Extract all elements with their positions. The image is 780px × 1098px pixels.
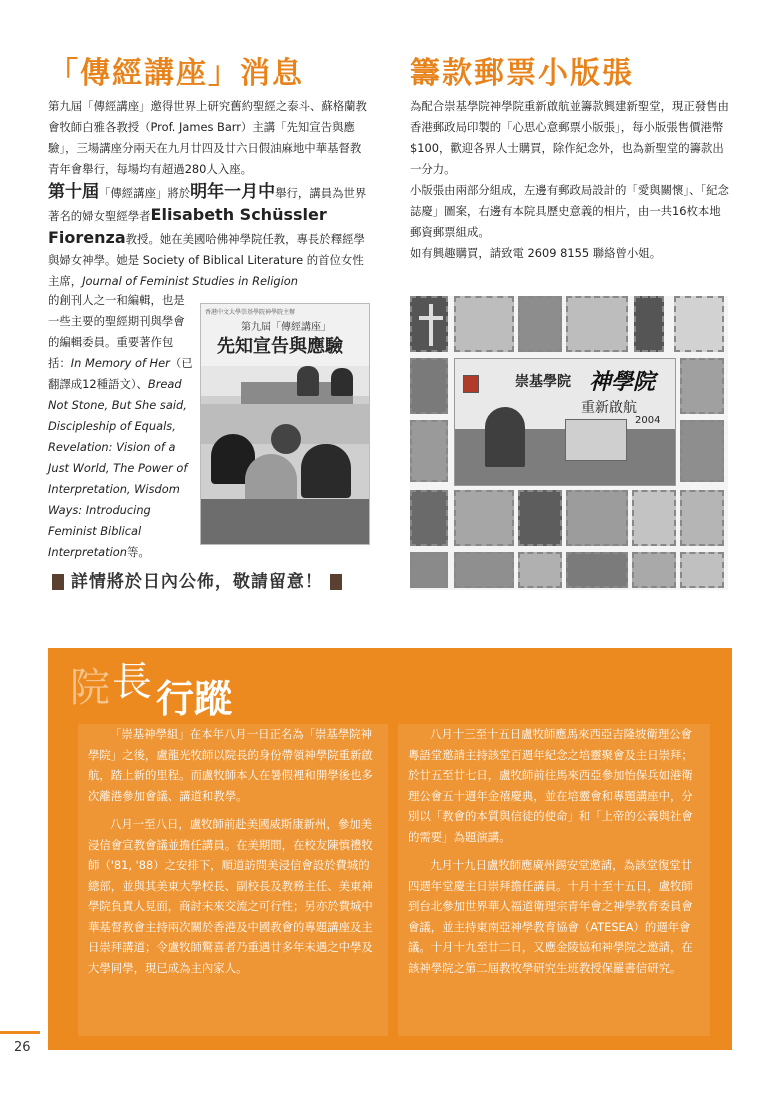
sheet-title-seminary: 神學院	[589, 369, 656, 395]
lecture-news-title: 「傳經講座」消息	[48, 56, 304, 91]
sheet-tree	[485, 407, 525, 467]
stamp	[410, 552, 448, 588]
stamp	[518, 490, 562, 546]
stamp	[410, 296, 448, 352]
notice-square-left	[52, 574, 64, 590]
photo-banner-small-text: 香港中文大學崇基學院神學院主辦	[205, 309, 296, 316]
stamp	[566, 296, 628, 352]
sheet-year: 2004	[635, 415, 661, 426]
president-left-paragraph-1: 「崇基神學組」在本年八月一日正名為「崇基學院神學院」之後，盧龍光牧師以院長的身份帶領神學院重新啟航，踏上新的里程。而盧牧師本人在暑假裡和開學後也多次離港參加會議、講道和教學。	[88, 727, 373, 803]
photo-banner	[201, 304, 369, 366]
lecture-intro-paragraph: 第九屆「傳經講座」邀得世界上研究舊約聖經之泰斗、蘇格蘭教會牧師白雅各教授（Prof. James Barr）主講「先知宣告與應驗」，三場講座分兩天在九月廿四及廿六日假油麻地中華基督教青年會舉行，每場均有超過280人入座。	[48, 99, 367, 176]
stamp	[674, 296, 724, 352]
president-news-right-panel	[398, 724, 710, 1036]
photo-audience-head	[301, 444, 351, 498]
tenth-text-3: 舉行，講員為世界著名的婦女聖經學者	[48, 186, 367, 223]
next-january-text: 明年一月中	[190, 182, 276, 202]
stamp	[410, 490, 448, 546]
stamp	[566, 490, 628, 546]
page-number-rule	[0, 1031, 40, 1034]
stamp	[632, 490, 676, 546]
stamp	[566, 552, 628, 588]
sheet-building	[565, 419, 627, 461]
president-right-paragraph-1: 八月十三至十五日盧牧師應馬來西亞吉隆坡衛理公會粵語堂邀請主持該堂百週年紀念之培靈聚會及主日崇拜；於廿五至廿七日，盧牧師前往馬來西亞參加怡保兵如港衛理公會五十週年金禧慶典，並在培靈會和專題講座中，分別以「教會的本質與信徒的使命」和「上帝的公義與社會的需要」為題演講。	[408, 727, 693, 844]
notice-square-right	[330, 574, 342, 590]
tenth-text-4: 教授。她在美國哈佛神學院任教，專長於釋經學與婦女神學。她是 Society of Biblical Literature 的首位女性主席，	[48, 232, 365, 288]
photo-foreground-audience	[201, 499, 369, 544]
lecture-tenth-text-top	[48, 182, 370, 292]
works-note: （已翻譯成12種語文）、	[48, 356, 193, 391]
stamp	[680, 420, 724, 482]
president-title-main: 行蹤	[156, 677, 233, 721]
works-title-1: In Memory of Her	[70, 356, 170, 370]
stamp	[454, 490, 514, 546]
stamp-sheet-title: 籌款郵票小版張	[410, 56, 634, 91]
lecture-tenth-text-bottom	[48, 290, 196, 563]
stamp	[680, 552, 724, 588]
stamp	[454, 552, 514, 588]
lecture-photo	[200, 303, 370, 545]
stamp-description	[410, 96, 732, 264]
works-title-2: Bread Not Stone, But She said, Discipleship of Equals, Revelation: Vision of a Just World, The Power of Interpretation, Wisdom Ways: Introducing Feminist Biblical Interpretation	[48, 377, 188, 559]
stamp	[680, 490, 724, 546]
stamp-sheet-feature	[454, 358, 676, 486]
tenth-text-1: 「傳經講座」將於	[99, 186, 191, 200]
photo-banner-big-text: 先知宣告與應驗	[217, 336, 343, 357]
stamp	[518, 296, 562, 352]
president-left-paragraph-2: 八月一至八日，盧牧師前赴美國威斯康新州，參加美浸信會宣教會議並擔任講員。在美期間，在校友陳慎禮牧師（'81, '88）之安排下，順道訪問美浸信會設於費城的總部，並與其美東大學校長、副校長及教務主任、美東神學院負責人見面，商討未來交流之可行性；另亦於費城中華基督教會主持兩次關於香港及中國教會的專題講座及主日崇拜講道；令盧牧師驚喜者乃重遇廿多年未遇之中學及大學同學，現已成為主內家人。	[88, 817, 373, 975]
photo-banner-line: 第九屆「傳經講座」	[241, 322, 331, 333]
stamp-sheet-image	[410, 296, 728, 590]
photo-moderator-figure	[331, 368, 353, 396]
president-title-char-1: 院	[70, 665, 110, 711]
notice-text: 詳情將於日內公佈，敬請留意！	[70, 572, 323, 592]
president-news-box	[48, 648, 732, 1050]
speaker-name: Elisabeth Schüssler Fiorenza	[48, 205, 327, 247]
sheet-title-college: 崇基學院	[515, 374, 571, 390]
stamp	[632, 552, 676, 588]
cross-bar	[419, 316, 443, 320]
stamp-paragraph-1: 為配合崇基學院神學院重新啟航並籌款興建新聖堂，現正發售由香港郵政局印製的「心思心意郵票小版張」，每小版張售價港幣$100，歡迎各界人士購買，除作紀念外，也為新聖堂的籌款出一分力。	[410, 99, 729, 176]
cross-icon	[429, 304, 433, 346]
tenth-edition-lead: 第十屆	[48, 182, 99, 202]
stamp	[410, 420, 448, 482]
president-right-paragraph-2: 九月十九日盧牧師應廣州錫安堂邀請，為該堂復堂廿四週年堂慶主日崇拜擔任講員。十月十至十五日，盧牧師到台北參加世界華人福道衛理宗青年會之神學教育委員會會議，並主持東南亞神學教育協會（ATESEA）的週年會議。十月十九至廿二日，又應金陵協和神學院之邀請，在該神學院之第二屆教牧學研究生班教授保羅書信研究。	[408, 858, 693, 975]
notice-line	[52, 567, 342, 592]
president-news-left-panel	[78, 724, 388, 1036]
president-title-char-2: 長	[112, 659, 152, 705]
tenth-text-5: 的創刊人之一和編輯，也是一些主要的聖經期刊與學會的編輯委員。重要著作包括：	[48, 293, 185, 370]
stamp-paragraph-2: 小版張由兩部分組成，左邊有郵政局設計的「愛與關懷」、「紀念誌慶」圖案，右邊有本院具歷史意義的相片，由一共16枚本地郵資郵票組成。	[410, 183, 729, 239]
college-crest-icon	[463, 375, 479, 393]
photo-speaker-figure	[297, 366, 319, 396]
journal-title: Journal of Feminist Studies in Religion	[82, 274, 298, 288]
page-number: 26	[14, 1040, 31, 1055]
stamp	[410, 358, 448, 414]
sheet-subtitle: 重新啟航	[581, 400, 637, 416]
stamp	[634, 296, 664, 352]
stamp	[518, 552, 562, 588]
stamp	[454, 296, 514, 352]
stamp-paragraph-3: 如有興趣購買，請致電 2609 8155 聯絡曾小姐。	[410, 246, 662, 260]
works-end: 等。	[126, 545, 150, 559]
photo-audience-head	[271, 424, 301, 454]
stamp	[680, 358, 724, 414]
